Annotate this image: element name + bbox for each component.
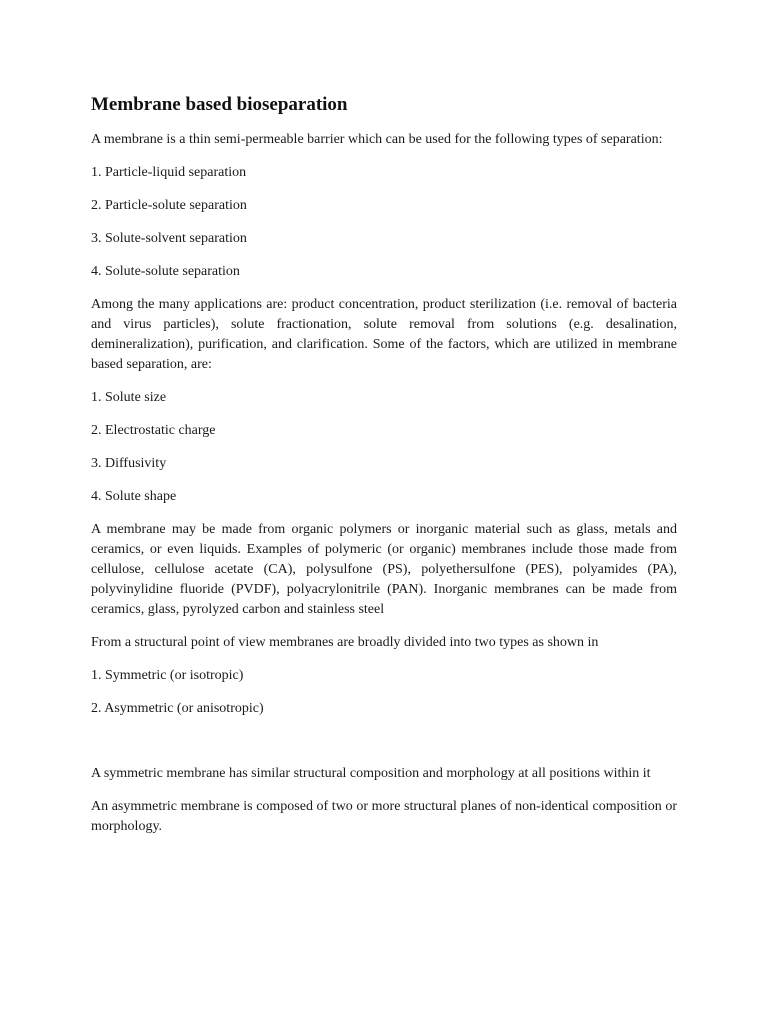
materials-paragraph: A membrane may be made from organic polymers or inorganic material such as glass, metals and ceramics, or even liquids. Examples of polymeric (or organic) membranes include those made from cellulose, cellulose acetate (CA), polysulfone (PS), polyethersulfone (PES), polyamides (PA), polyvinylidine fluoride (PVDF), polyacrylonitrile (PAN). Inorganic membranes can be made from ceramics, glass, pyrolyzed carbon and stainless steel	[91, 522, 677, 617]
separation-type-item: 3. Solute-solvent separation	[91, 231, 247, 246]
structural-type-item: 2. Asymmetric (or anisotropic)	[91, 701, 264, 716]
separation-type-item: 1. Particle-liquid separation	[91, 165, 247, 180]
factor-item: 4. Solute shape	[91, 489, 177, 504]
document-title: Membrane based bioseparation	[91, 94, 348, 115]
symmetric-paragraph: A symmetric membrane has similar structural composition and morphology at all positions within it	[91, 766, 651, 781]
blank-spacer	[91, 732, 677, 764]
factor-item: 3. Diffusivity	[91, 456, 167, 471]
factor-item: 2. Electrostatic charge	[91, 423, 216, 438]
structural-type-item: 1. Symmetric (or isotropic)	[91, 668, 244, 683]
separation-type-item: 4. Solute-solute separation	[91, 264, 240, 279]
applications-paragraph: Among the many applications are: product concentration, product sterilization (i.e. removal of bacteria and virus particles), solute fractionation, solute removal from solutions (e.g. desalination, demineralization), purification, and clarification. Some of the factors, which are utilized in membrane based separation, are:	[91, 297, 677, 372]
asymmetric-paragraph: An asymmetric membrane is composed of two or more structural planes of non-identical composition or morphology.	[91, 799, 677, 834]
intro-paragraph: A membrane is a thin semi-permeable barrier which can be used for the following types of separation:	[91, 132, 663, 147]
structural-paragraph: From a structural point of view membranes are broadly divided into two types as shown in	[91, 635, 599, 650]
document-body	[91, 93, 677, 850]
factor-item: 1. Solute size	[91, 390, 167, 405]
separation-type-item: 2. Particle-solute separation	[91, 198, 247, 213]
